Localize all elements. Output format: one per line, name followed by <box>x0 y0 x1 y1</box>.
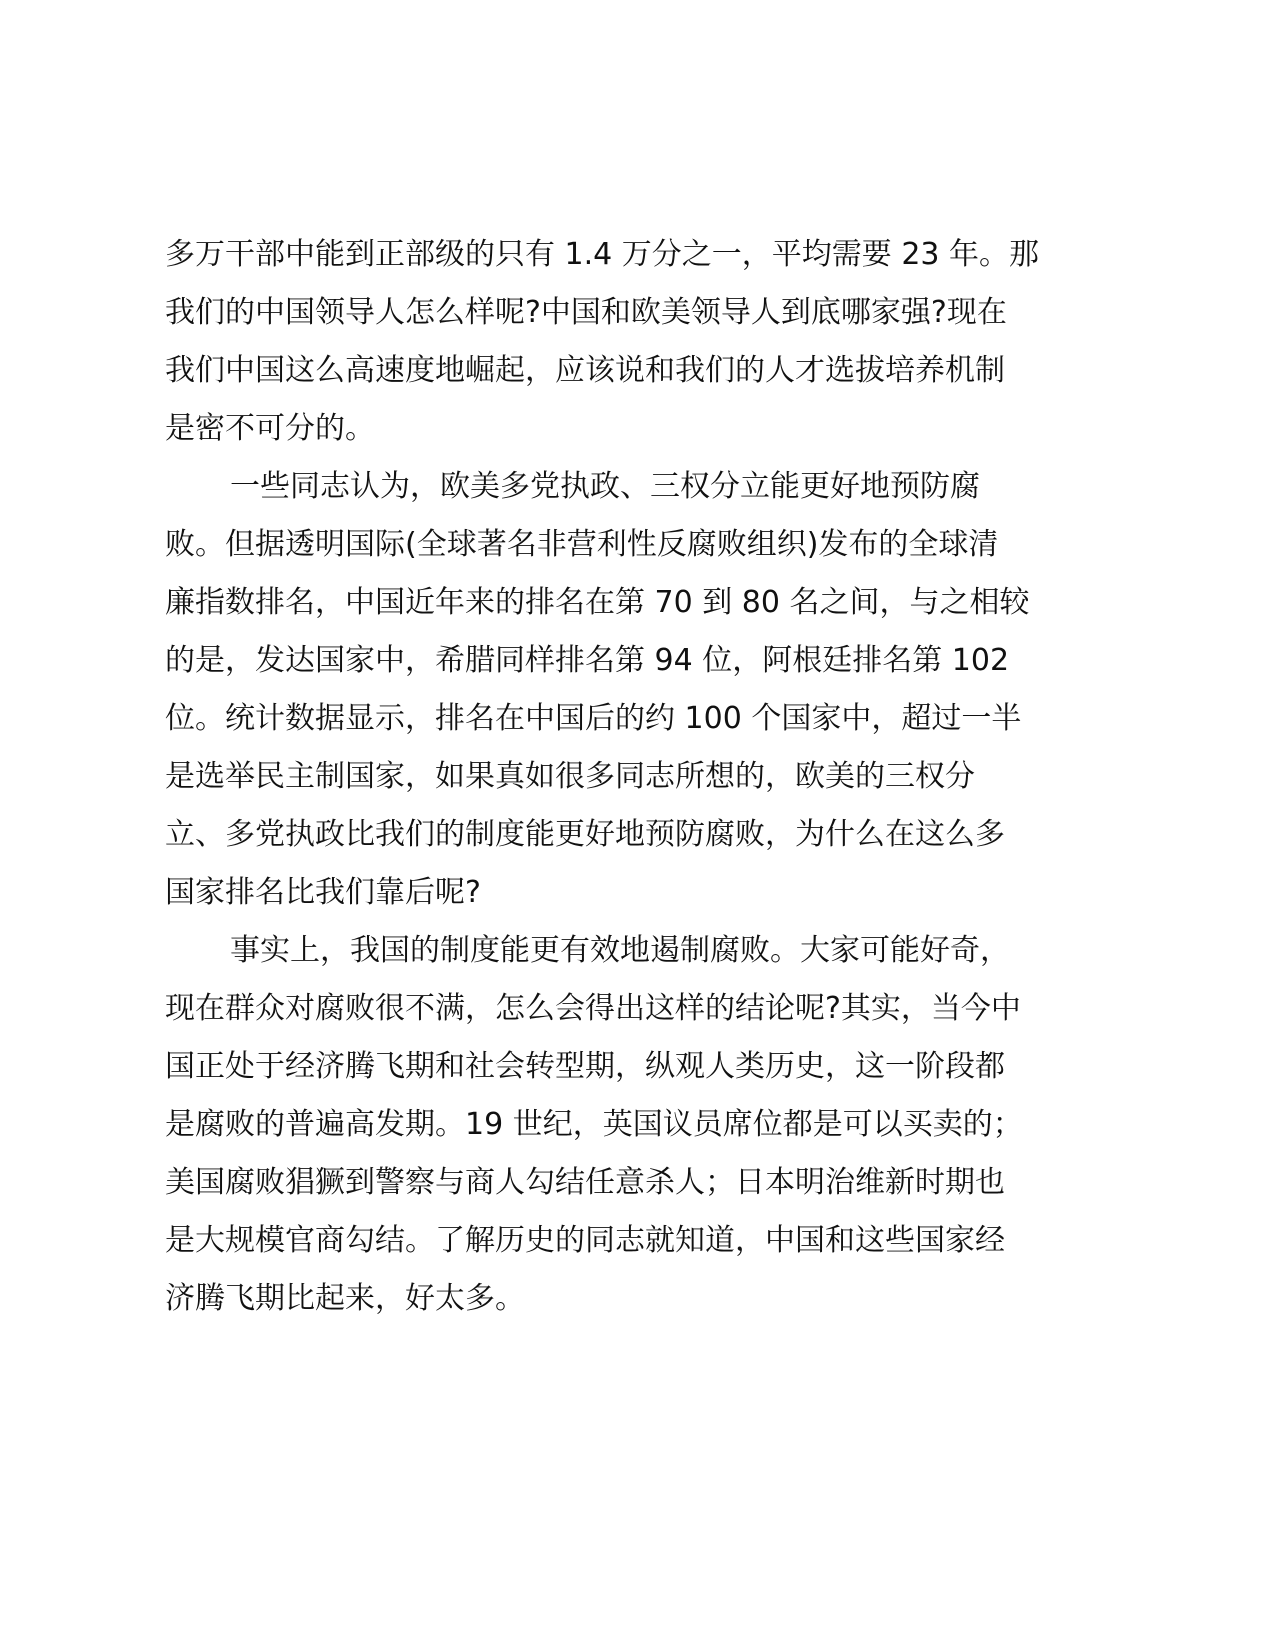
text-line: 国家排名比我们靠后呢? <box>165 875 481 910</box>
text-line: 是密不可分的。 <box>165 411 375 446</box>
text-line: 立、多党执政比我们的制度能更好地预防腐败，为什么在这么多 <box>165 817 1005 852</box>
text-line: 我们的中国领导人怎么样呢?中国和欧美领导人到底哪家强?现在 <box>165 295 1007 330</box>
text-line: 败。但据透明国际(全球著名非营利性反腐败组织)发布的全球清 <box>165 527 999 562</box>
text-line: 位。统计数据显示，排名在中国后的约 100 个国家中，超过一半 <box>165 701 1022 736</box>
text-line: 是大规模官商勾结。了解历史的同志就知道，中国和这些国家经 <box>165 1223 1005 1258</box>
text-line: 美国腐败猖獗到警察与商人勾结任意杀人；日本明治维新时期也 <box>165 1165 1005 1200</box>
text-line: 廉指数排名，中国近年来的排名在第 70 到 80 名之间，与之相较 <box>165 585 1030 620</box>
paragraph-first-line: 事实上，我国的制度能更有效地遏制腐败。大家可能好奇， <box>230 933 1010 968</box>
body-text <box>165 226 1125 1328</box>
text-line: 我们中国这么高速度地崛起，应该说和我们的人才选拔培养机制 <box>165 353 1005 388</box>
text-line: 的是，发达国家中，希腊同样排名第 94 位，阿根廷排名第 102 <box>165 643 1010 678</box>
text-line: 多万干部中能到正部级的只有 1.4 万分之一，平均需要 23 年。那 <box>165 237 1040 272</box>
text-line: 是选举民主制国家，如果真如很多同志所想的，欧美的三权分 <box>165 759 975 794</box>
text-line: 现在群众对腐败很不满，怎么会得出这样的结论呢?其实，当今中 <box>165 991 1021 1026</box>
text-line: 国正处于经济腾飞期和社会转型期，纵观人类历史，这一阶段都 <box>165 1049 1005 1084</box>
text-line: 是腐败的普遍高发期。19 世纪，英国议员席位都是可以买卖的； <box>165 1107 1023 1142</box>
text-line: 济腾飞期比起来，好太多。 <box>165 1281 525 1316</box>
paragraph-first-line: 一些同志认为，欧美多党执政、三权分立能更好地预防腐 <box>230 469 980 504</box>
